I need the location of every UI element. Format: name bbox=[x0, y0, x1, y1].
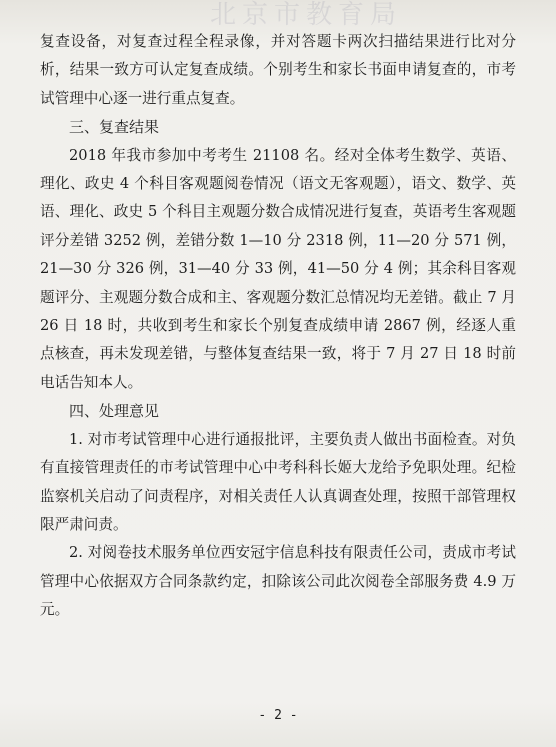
paragraph-opinion-2: 2. 对阅卷技术服务单位西安冠宇信息科技有限责任公司，责成市考试管理中心依据双方合同条款约定，扣除该公司此次阅卷全部服务费 4.9 万元。 bbox=[40, 544, 516, 619]
document-body bbox=[40, 28, 516, 625]
section-heading-handling-opinions: 四、处理意见 bbox=[69, 402, 160, 421]
watermark: 北京市教育局 bbox=[210, 0, 403, 30]
section-heading-review-results: 三、复查结果 bbox=[69, 118, 160, 137]
paragraph-review-process: 复查设备，对复查过程全程录像，并对答题卡两次扫描结果进行比对分析，结果一致方可认定复查成绩。个别考生和家长书面申请复查的，市考试管理中心逐一进行重点复查。 bbox=[40, 33, 516, 107]
paragraph-opinion-1: 1. 对市考试管理中心进行通报批评，主要负责人做出书面检查。对负有直接管理责任的市考试管理中心中考科科长姬大龙给予免职处理。纪检监察机关启动了问责程序，对相关责任人认真调查处理，按照干部管理权限严肃问责。 bbox=[40, 430, 516, 533]
page-number: - 2 - bbox=[258, 708, 298, 723]
paragraph-review-results: 2018 年我市参加中考考生 21108 名。经对全体考生数学、英语、理化、政史 4 个科目客观题阅卷情况（语文无客观题），语文、数学、英语、理化、政史 5 个科目主观题分数合成情况进行复查，英语考生客观题评分差错 3252 例，差错分数 1—10 分 2318 例，11—20 分 571 例，21—30 分 326 例，31—40 分 33 例，41—50 分 4 例；其余科目客观题评分、主观题分数合成和主、客观题分数汇总情况均无差错。截止 7 月 26 日 18 时，共收到考生和家长个别复查成绩申请 2867 例，经逐人重点核查，再未发现差错，与整体复查结果一致，将于 7 月 27 日 18 时前电话告知本人。 bbox=[40, 146, 516, 391]
